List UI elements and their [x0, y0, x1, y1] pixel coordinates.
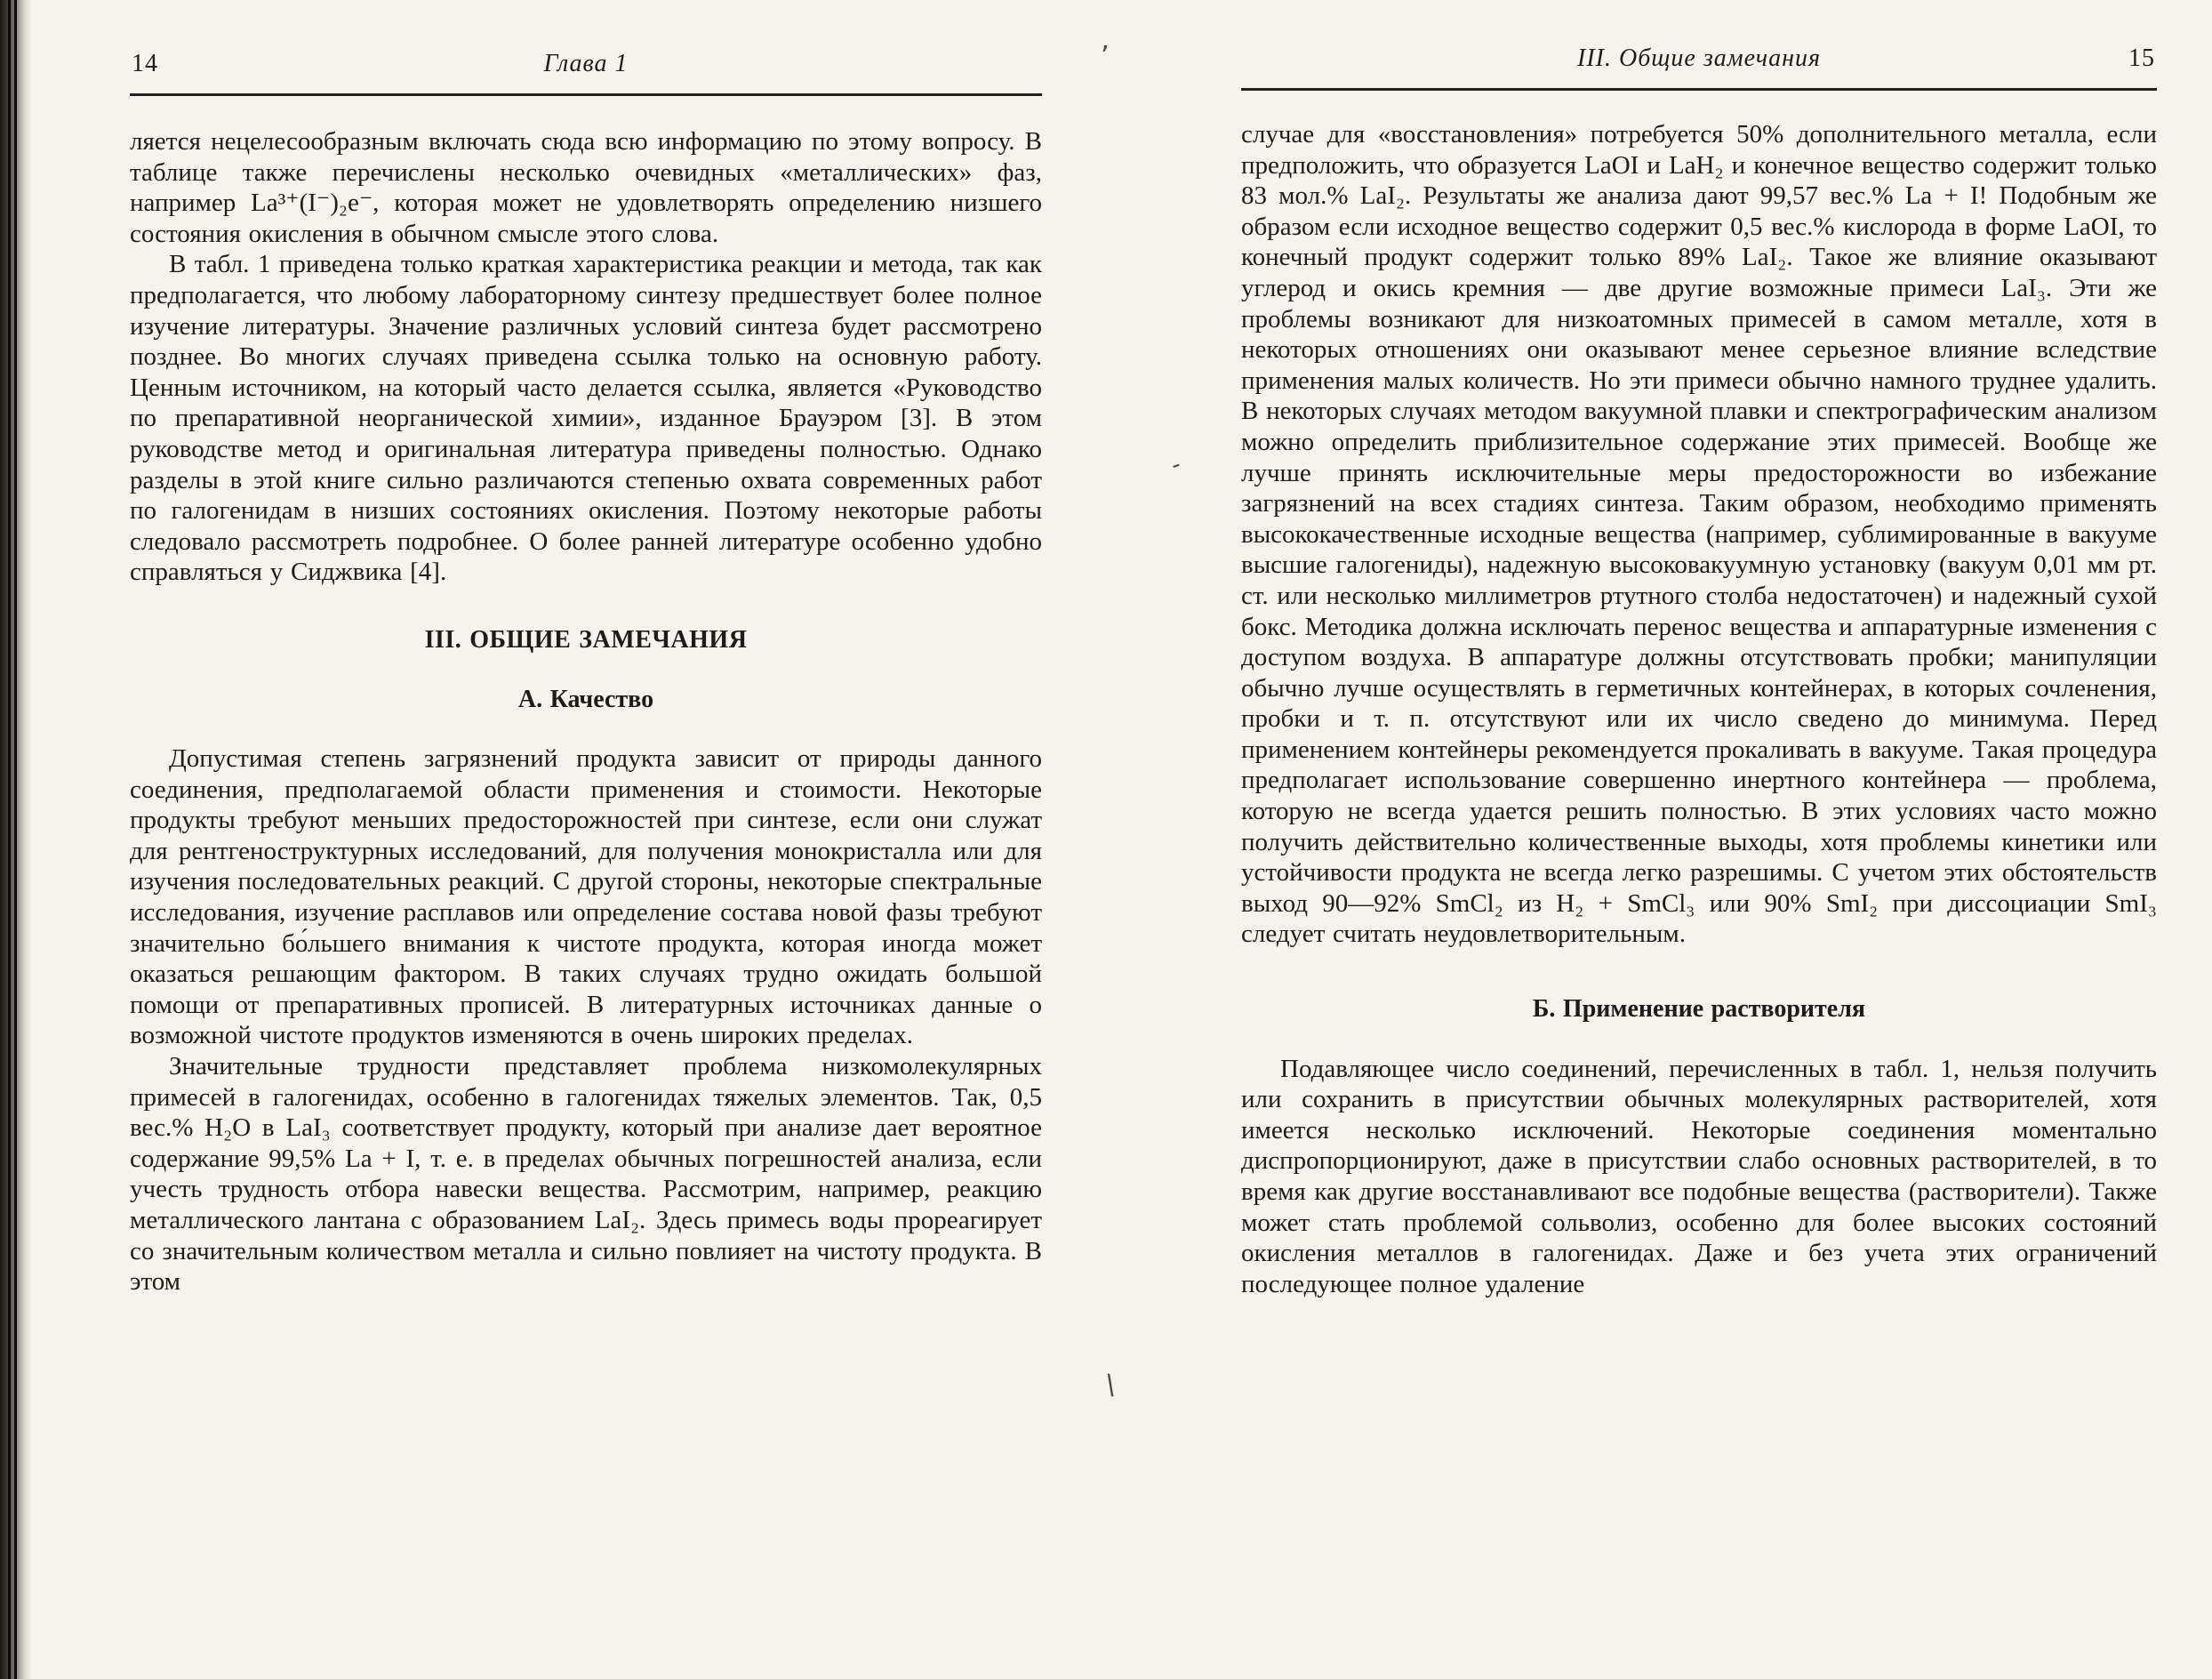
- scan-artifact: ’: [1101, 41, 1110, 72]
- book-binding-edge: [0, 0, 32, 1679]
- subsection-heading: Б. Применение растворителя: [1532, 995, 1866, 1024]
- subsection-heading: А. Качество: [517, 685, 654, 713]
- right-page-number: 15: [2128, 44, 2155, 72]
- paragraph: случае для «восстановления» потребуется 50% дополнительного металла, если предположить, что образуется LaOI и LaH₂ и конечное вещество содержит только 83 мол.% LaI₂. Результаты же анализа дают 99,57 вес.% La + I! Подобным же образом если исходное вещество содержит 0,5 вес.% кислорода в форме LaOI, то конечный продукт содержит только 89% LaI₂. Такое же влияние оказывают углерод и окись кремния — две другие возможные примеси LaI₃. Эти же проблемы возникают для низкоатомных примесей в самом металле, хотя в некоторых отношениях они оказывают менее серьезное влияние вследствие применения малых количеств. Но эти примеси обычно намного труднее удалить. В некоторых случаях методом вакуумной плавки и спектрографическим анализом можно определить приблизительное содержание этих примесей. Вообще же лучше принять исключительные меры предосторожности во избежание загрязнений на всех стадиях синтеза. Таким образом, необходимо применять высококачественные исходные вещества (например, сублимированные в вакууме высшие галогениды), надежную высоковакуумную установку (вакуум 0,01 мм рт. ст. или несколько миллиметров ртутного столба недостаточен) и надежный сухой бокс. Методика должна исключать перенос вещества и аппаратурные изменения с доступом воздуха. В аппаратуре должны отсутствовать пробки; манипуляции обычно лучше осуществлять в герметичных контейнерах, в которых сочленения, пробки и т. п. отсутствуют или их число сведено до минимума. Перед применением контейнеры рекомендуется прокаливать в вакууме. Такая процедура предполагает использование совершенно инертного контейнера — проблема, которую не всегда удается решить полностью. В этих условиях часто можно получить действительно количественные выходы, хотя проблемы кинетики или устойчивости продукта не всегда легко разрешимы. С учетом этих обстоятельств выход 90—92% SmCl₂ из H₂ + SmCl₃ или 90% SmI₂ при диссоциации SmI₃ следует считать неудовлетворительным.: [1241, 120, 2157, 949]
- scan-artifact: \: [1103, 1369, 1118, 1402]
- left-page-header: [130, 50, 1042, 91]
- left-page-number: 14: [132, 50, 158, 77]
- left-header-rule: [130, 93, 1042, 96]
- right-running-head: III. Общие замечания: [1577, 44, 1821, 72]
- left-running-head: Глава 1: [543, 50, 629, 77]
- paragraph: Допустимая степень загрязнений продукта зависит от природы данного соединения, предполагаемой области применения и стоимости. Некоторые продукты требуют меньших предосторожностей при синтезе, если они служат для рентгеноструктурных исследований, для получения монокристалла или для изучения последовательных реакций. С другой стороны, некоторые спектральные исследования, изучение расплавов или определение состава новой фазы требуют значительно бо́льшего внимания к чистоте продукта, которая иногда может оказаться решающим фактором. В таких случаях трудно ожидать большой помощи от препаративных прописей. В литературных источниках данные о возможной чистоте продуктов изменяются в очень широких пределах.: [130, 744, 1042, 1050]
- section-heading: III. ОБЩИЕ ЗАМЕЧАНИЯ: [424, 625, 748, 654]
- right-header-rule: [1241, 88, 2157, 91]
- right-page-body: [1241, 119, 2157, 1299]
- scan-artifact: -: [1167, 451, 1185, 479]
- binding-line: [8, 0, 11, 1679]
- paragraph: Подавляющее число соединений, перечисленных в табл. 1, нельзя получить или сохранить в присутствии обычных молекулярных растворителей, хотя имеется несколько исключений. Некоторые соединения моментально диспропорционируют, даже в присутствии слабо основных растворителей, в то время как другие восстанавливают все подобные вещества (растворители). Также может стать проблемой сольволиз, особенно для более высоких состояний окисления металлов в галогенидах. Даже и без учета этих ограничений последующее полное удаление: [1241, 1054, 2157, 1298]
- binding-line: [14, 0, 17, 1679]
- paragraph: ляется нецелесообразным включать сюда всю информацию по этому вопросу. В таблице также перечислены несколько очевидных «металлических» фаз, например La³⁺(I⁻)₂e⁻, которая может не удовлетворять определению низшего состояния окисления в обычном смысле этого слова.: [130, 127, 1042, 248]
- right-page-header: [1241, 44, 2157, 85]
- left-page-body: [130, 126, 1042, 1297]
- paragraph: Значительные трудности представляет проблема низкомолекулярных примесей в галогенидах, особенно в галогенидах тяжелых элементов. Так, 0,5 вес.% H₂O в LaI₃ соответствует продукту, который при анализе дает вероятное содержание 99,5% La + I, т. е. в пределах обычных погрешностей анализа, если учесть трудность отбора навески вещества. Рассмотрим, например, реакцию металлического лантана с образованием LaI₂. Здесь примесь воды прореагирует со значительным количеством металла и сильно повлияет на чистоту продукта. В этом: [130, 1052, 1042, 1297]
- paragraph: В табл. 1 приведена только краткая характеристика реакции и метода, так как предполагается, что любому лабораторному синтезу предшествует более полное изучение литературы. Значение различных условий синтеза будет рассмотрено позднее. Во многих случаях приведена ссылка только на основную работу. Ценным источником, на который часто делается ссылка, является «Руководство по препаративной неорганической химии», изданное Брауэром [3]. В этом руководстве метод и оригинальная литература приведены полностью. Однако разделы в этой книге сильно различаются степенью охвата современных работ по галогенидам в низших состояниях окисления. Поэтому некоторые работы следовало рассмотреть подробнее. О более ранней литературе особенно удобно справляться у Сиджвика [4].: [130, 250, 1042, 587]
